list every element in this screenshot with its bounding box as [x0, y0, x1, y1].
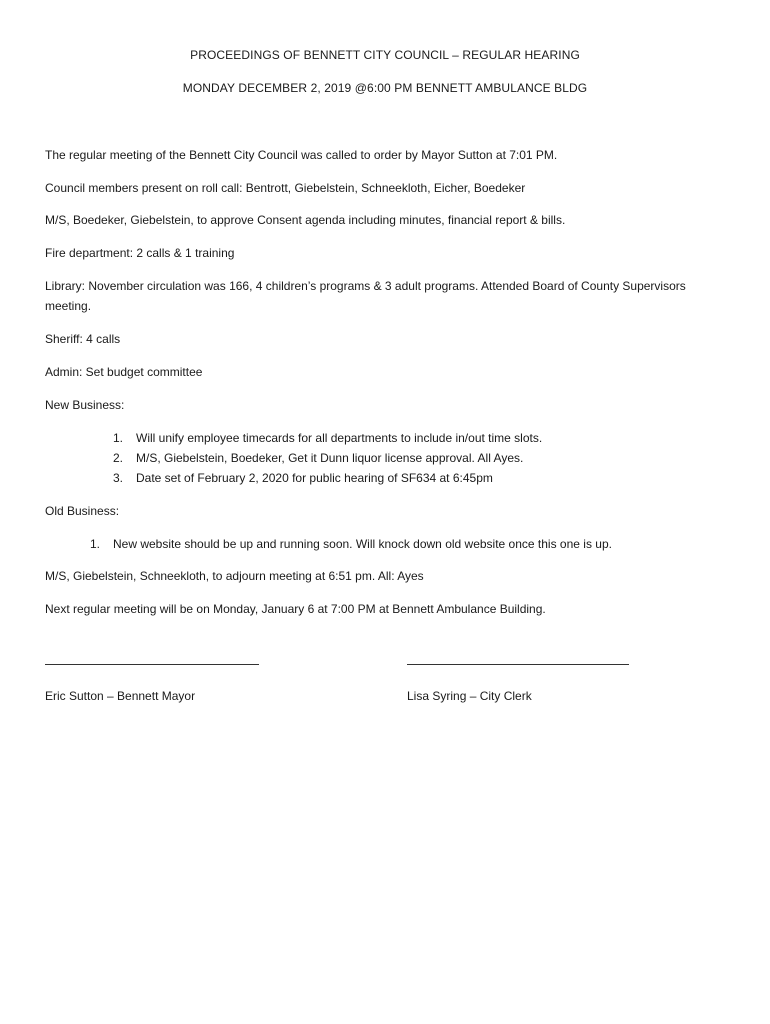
old-business-heading: Old Business: — [45, 504, 120, 518]
list-item-text: New website should be up and running soon. Will knock down old website once this one is up. — [113, 537, 612, 551]
consent-agenda-paragraph: M/S, Boedeker, Giebelstein, to approve Consent agenda including minutes, financial report & bills. — [45, 213, 566, 227]
call-to-order-paragraph: The regular meeting of the Bennett City Council was called to order by Mayor Sutton at 7:01 PM. — [45, 148, 558, 162]
list-item-number: 2. — [113, 451, 124, 465]
list-item-text: M/S, Giebelstein, Boedeker, Get it Dunn liquor license approval. All Ayes. — [136, 451, 524, 465]
next-meeting-paragraph: Next regular meeting will be on Monday, January 6 at 7:00 PM at Bennett Ambulance Building. — [45, 602, 546, 616]
library-paragraph-line-2: meeting. — [45, 299, 92, 313]
document-title: PROCEEDINGS OF BENNETT CITY COUNCIL – REGULAR HEARING — [190, 48, 580, 62]
list-item — [113, 428, 542, 448]
fire-department-paragraph: Fire department: 2 calls & 1 training — [45, 246, 235, 260]
list-item — [90, 534, 612, 554]
library-paragraph-line-1: Library: November circulation was 166, 4 children’s programs & 3 adult programs. Attended Board of County Supervisors — [45, 279, 686, 293]
list-item-text: Date set of February 2, 2020 for public hearing of SF634 at 6:45pm — [136, 471, 493, 485]
list-item-number: 3. — [113, 471, 124, 485]
list-item-text: Will unify employee timecards for all departments to include in/out time slots. — [136, 431, 543, 445]
sheriff-paragraph: Sheriff: 4 calls — [45, 332, 121, 346]
list-item — [113, 468, 493, 488]
roll-call-paragraph: Council members present on roll call: Bentrott, Giebelstein, Schneekloth, Eicher, Boedeker — [45, 181, 526, 195]
list-item-number: 1. — [90, 537, 101, 551]
document-subtitle: MONDAY DECEMBER 2, 2019 @6:00 PM BENNETT AMBULANCE BLDG — [182, 81, 588, 95]
mayor-signature-line — [45, 664, 259, 665]
list-item — [113, 448, 523, 468]
adjourn-paragraph: M/S, Giebelstein, Schneekloth, to adjourn meeting at 6:51 pm. All: Ayes — [45, 569, 424, 583]
new-business-heading: New Business: — [45, 398, 125, 412]
mayor-signature-name: Eric Sutton – Bennett Mayor — [45, 689, 196, 703]
admin-paragraph: Admin: Set budget committee — [45, 365, 203, 379]
clerk-signature-line — [407, 664, 629, 665]
list-item-number: 1. — [113, 431, 124, 445]
clerk-signature-name: Lisa Syring – City Clerk — [407, 689, 532, 703]
